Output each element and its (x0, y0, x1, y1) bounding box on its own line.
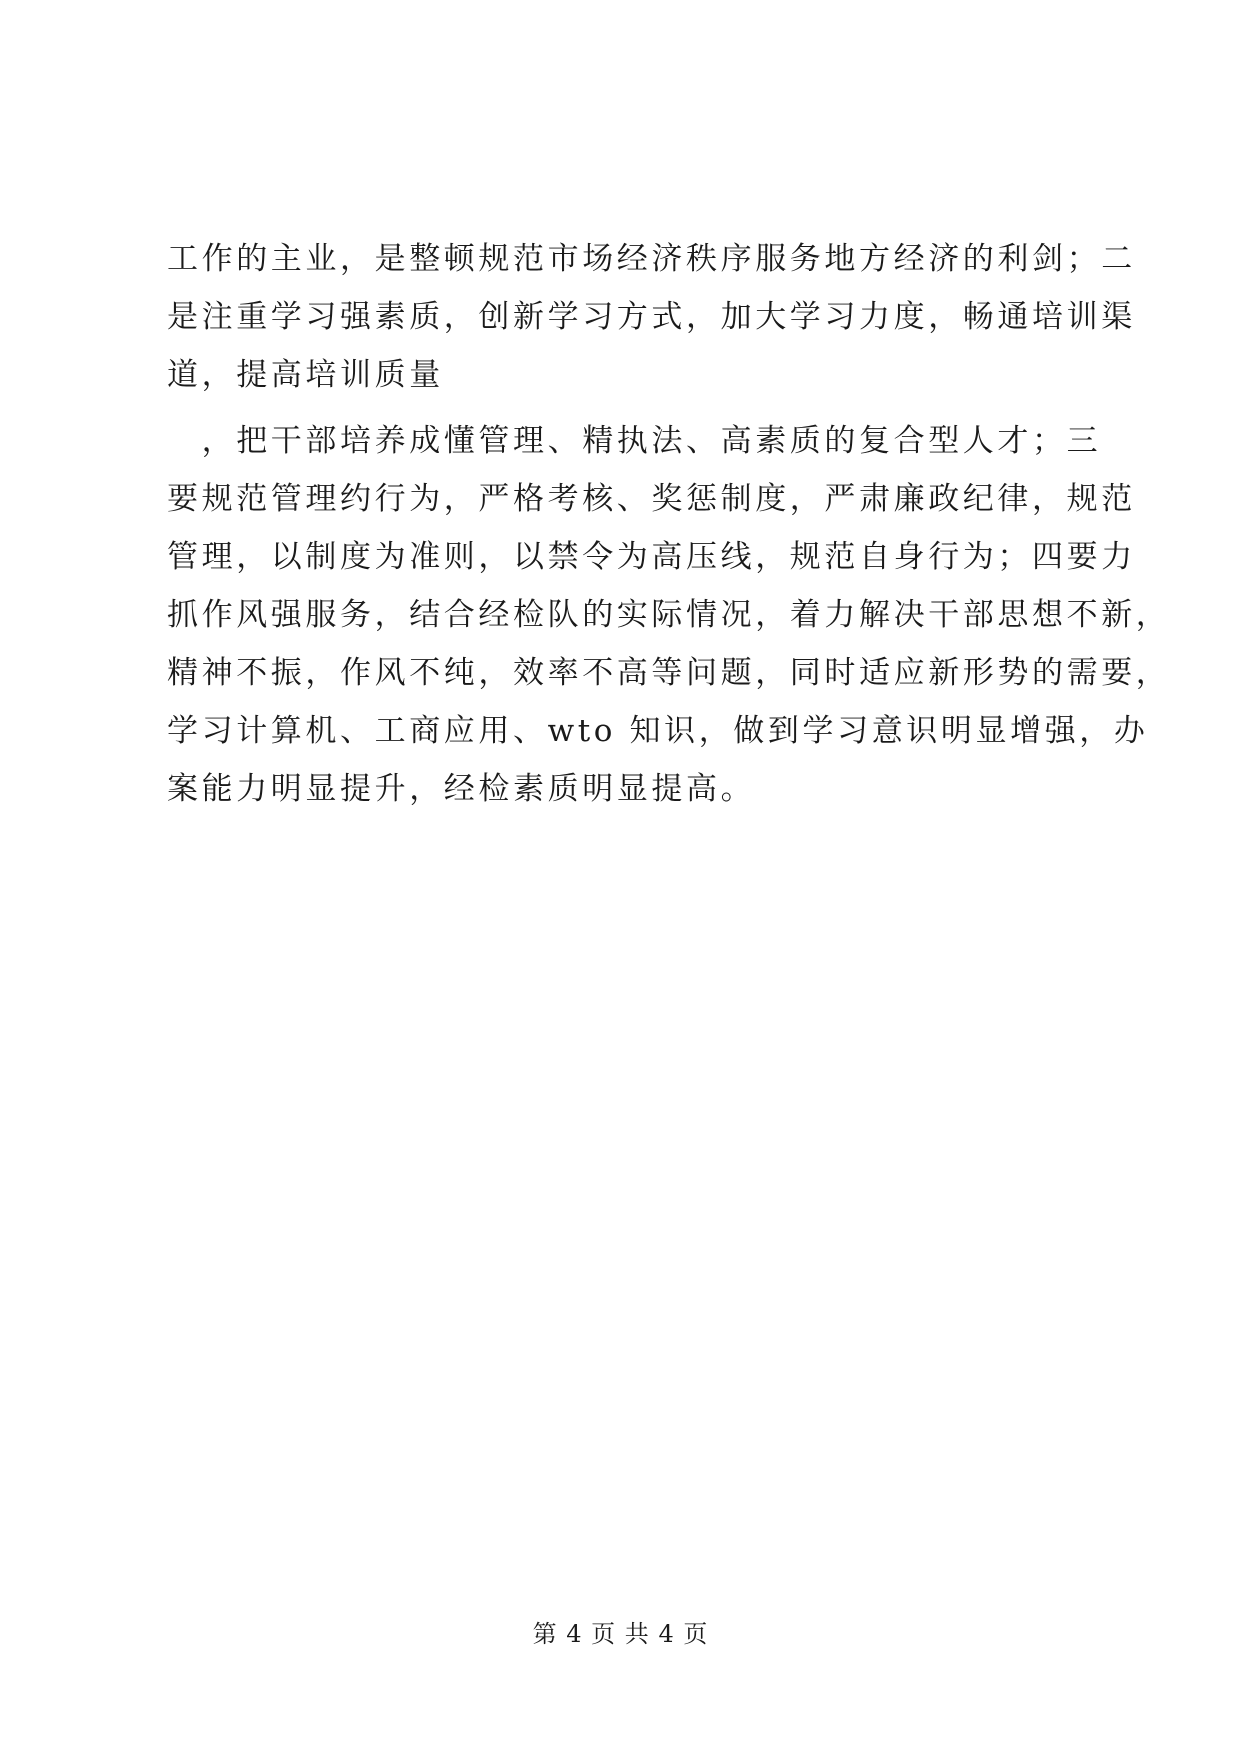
text-line: 工作的主业，是整顿规范市场经济秩序服务地方经济的利剑；二 (167, 241, 1136, 277)
text-line: 管理，以制度为准则，以禁令为高压线，规范自身行为；四要力 (167, 539, 1136, 575)
text-line: 要规范管理约行为，严格考核、奖惩制度，严肃廉政纪律，规范 (167, 481, 1136, 517)
text-line: 抓作风强服务，结合经检队的实际情况，着力解决干部思想不新， (167, 597, 1171, 633)
page-number-footer: 第 4 页 共 4 页 (532, 1620, 709, 1648)
body-text (167, 230, 1171, 818)
text-line: 案能力明显提升，经检素质明显提高。 (167, 771, 756, 807)
text-line: 学习计算机、工商应用、wto 知识，做到学习意识明显增强，办 (167, 713, 1149, 749)
text-line: 是注重学习强素质，创新学习方式，加大学习力度，畅通培训渠 (167, 299, 1136, 335)
text-line: 精神不振，作风不纯，效率不高等问题，同时适应新形势的需要， (167, 655, 1171, 691)
text-line: 道，提高培训质量 (167, 357, 444, 393)
text-line: ，把干部培养成懂管理、精执法、高素质的复合型人才；三 (167, 423, 1102, 459)
